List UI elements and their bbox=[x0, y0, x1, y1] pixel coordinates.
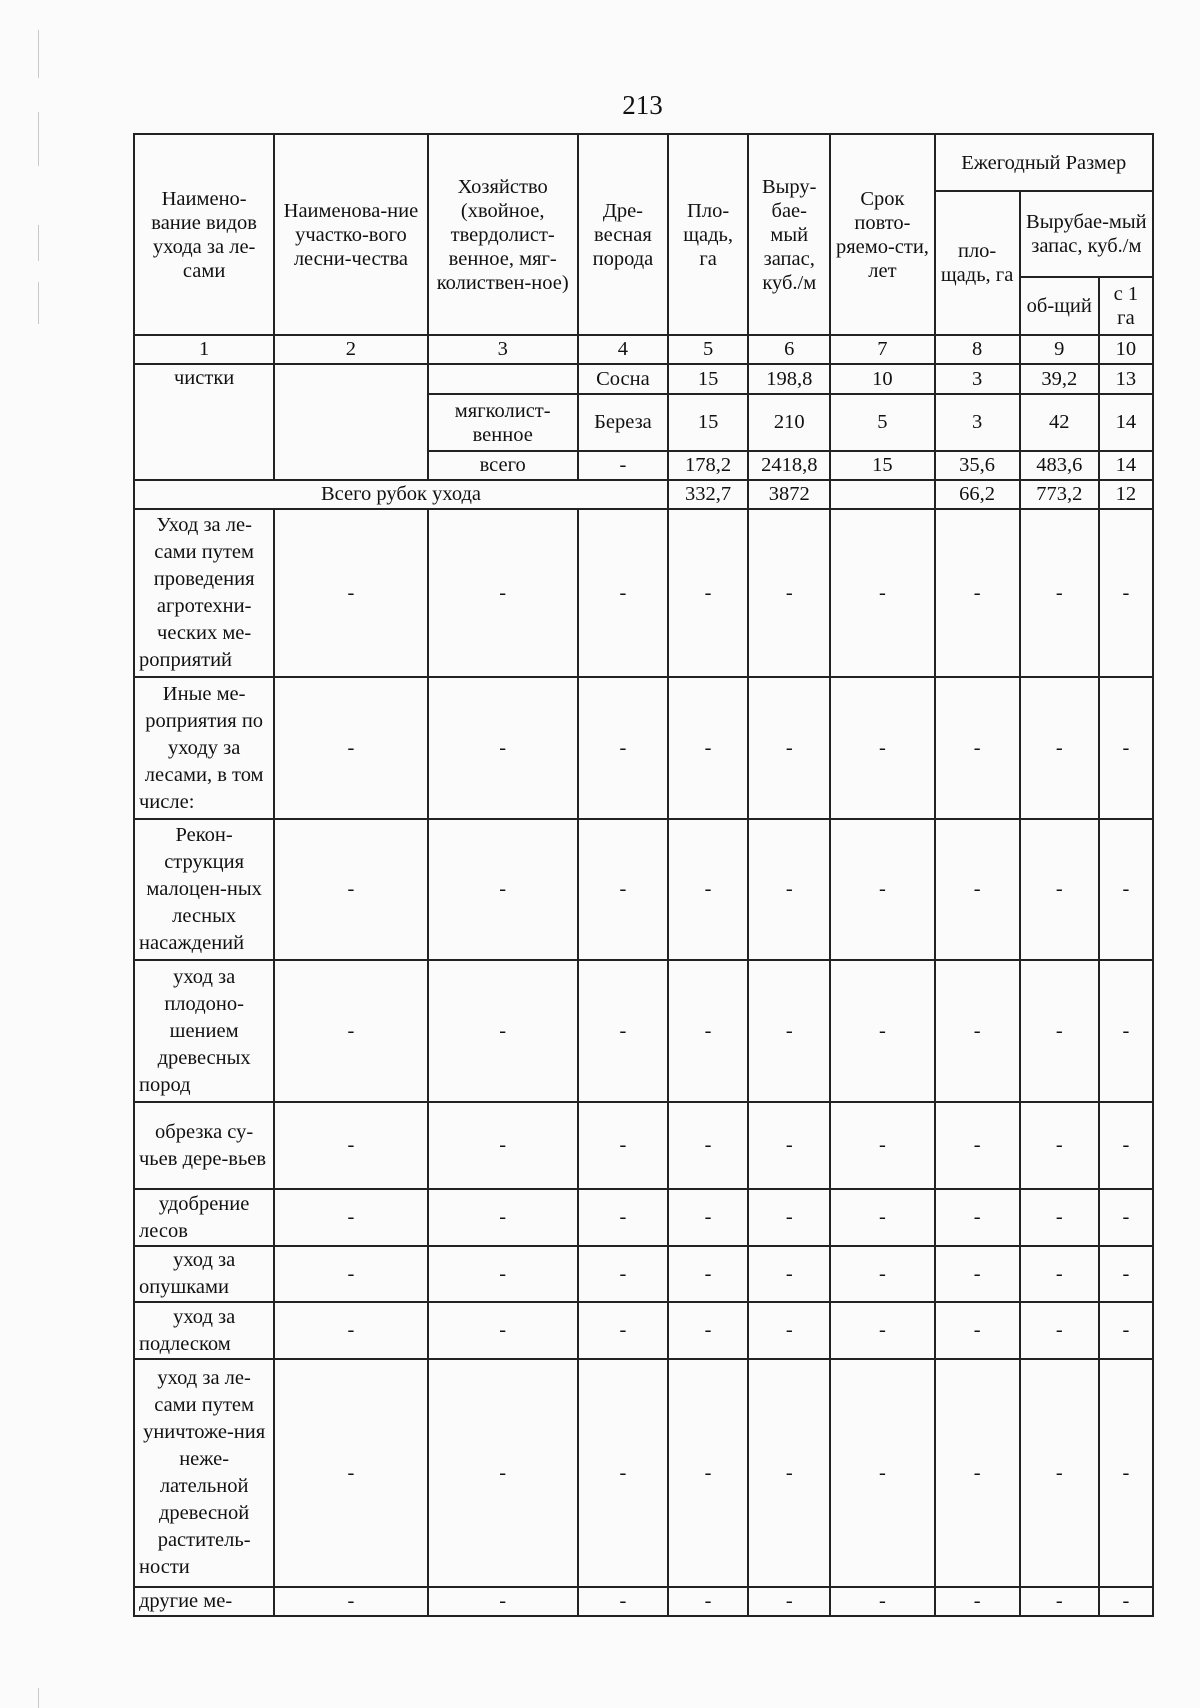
total-label: Всего рубок ухода bbox=[134, 480, 668, 509]
table-cell: - bbox=[1099, 1359, 1153, 1587]
table-cell: - bbox=[1099, 819, 1153, 960]
table-cell: 13 bbox=[1099, 364, 1153, 394]
table-cell bbox=[830, 480, 934, 509]
table-cell: 3 bbox=[935, 364, 1020, 394]
activity-label: уход за плодоно-шением древесных пород bbox=[134, 960, 274, 1102]
table-cell: - bbox=[578, 1359, 668, 1587]
table-cell: - bbox=[274, 677, 427, 819]
table-cell: - bbox=[428, 1359, 578, 1587]
table-cell: - bbox=[274, 1302, 427, 1359]
activity-label: удобрение лесов bbox=[134, 1189, 274, 1246]
activity-rows bbox=[134, 509, 1153, 1616]
header-district: Наименова-ние участко-вого лесни-чества bbox=[274, 134, 427, 335]
table-row bbox=[134, 1102, 1153, 1189]
table-cell: - bbox=[830, 1189, 934, 1246]
table-cell: - bbox=[578, 677, 668, 819]
table-cell: - bbox=[428, 677, 578, 819]
table-cell: - bbox=[1099, 1102, 1153, 1189]
table-row bbox=[134, 1359, 1153, 1587]
column-number: 6 bbox=[748, 335, 830, 364]
table-cell: - bbox=[830, 819, 934, 960]
column-number: 2 bbox=[274, 335, 427, 364]
table-cell: - bbox=[1099, 1587, 1153, 1616]
table-cell: - bbox=[1020, 1189, 1099, 1246]
header-cut-stock: Выру-бае-мый запас, куб./м bbox=[748, 134, 830, 335]
table-cell: - bbox=[668, 1189, 748, 1246]
table-cell: - bbox=[428, 509, 578, 677]
table-row bbox=[134, 819, 1153, 960]
table-cell: - bbox=[1020, 1102, 1099, 1189]
table-cell: - bbox=[274, 1102, 427, 1189]
table-cell: - bbox=[748, 819, 830, 960]
scan-edge-mark bbox=[38, 1688, 39, 1708]
page-number: 213 bbox=[622, 90, 663, 120]
table-cell: 178,2 bbox=[668, 451, 748, 480]
table-cell: - bbox=[830, 509, 934, 677]
table-cell: - bbox=[1099, 509, 1153, 677]
table-cell: - bbox=[428, 1246, 578, 1302]
table-cell: - bbox=[274, 960, 427, 1102]
table-cell: - bbox=[274, 509, 427, 677]
activity-label: обрезка су-чьев дере-вьев bbox=[134, 1102, 274, 1189]
table-cell: - bbox=[1099, 677, 1153, 819]
column-number: 5 bbox=[668, 335, 748, 364]
scan-edge-mark bbox=[38, 30, 39, 78]
table-cell: - bbox=[668, 1359, 748, 1587]
table-cell: - bbox=[578, 509, 668, 677]
table-cell: - bbox=[748, 1189, 830, 1246]
header-annual-size: Ежегодный Размер bbox=[935, 134, 1153, 191]
table-cell: - bbox=[830, 1302, 934, 1359]
table-cell: - bbox=[274, 1246, 427, 1302]
table-cell bbox=[428, 364, 578, 394]
table-cell: Сосна bbox=[578, 364, 668, 394]
table-cell: - bbox=[935, 509, 1020, 677]
table-cell: 15 bbox=[668, 364, 748, 394]
table-cell: - bbox=[1020, 819, 1099, 960]
table-cell: - bbox=[668, 960, 748, 1102]
table-cell: - bbox=[935, 1587, 1020, 1616]
table-cell: - bbox=[935, 677, 1020, 819]
activity-label: Рекон-струкция малоцен-ных лесных насаждений bbox=[134, 819, 274, 960]
table-cell: - bbox=[748, 1587, 830, 1616]
column-number: 10 bbox=[1099, 335, 1153, 364]
column-number: 7 bbox=[830, 335, 934, 364]
column-number: 4 bbox=[578, 335, 668, 364]
table-cell: - bbox=[748, 1359, 830, 1587]
table-cell: - bbox=[1020, 1302, 1099, 1359]
table-row bbox=[134, 509, 1153, 677]
table-cell: - bbox=[428, 960, 578, 1102]
table-cell: - bbox=[578, 1302, 668, 1359]
table-cell: - bbox=[428, 819, 578, 960]
table-cell: - bbox=[935, 1302, 1020, 1359]
table-cell: - bbox=[748, 1246, 830, 1302]
header-care-type: Наимено-вание видов ухода за ле-сами bbox=[134, 134, 274, 335]
table-cell: - bbox=[274, 1189, 427, 1246]
table-row bbox=[134, 677, 1153, 819]
table-cell: - bbox=[668, 819, 748, 960]
table-cell: Береза bbox=[578, 394, 668, 451]
table-row bbox=[134, 1302, 1153, 1359]
table-cell: 198,8 bbox=[748, 364, 830, 394]
activity-label: уход за подлеском bbox=[134, 1302, 274, 1359]
table-cell: - bbox=[830, 1359, 934, 1587]
table-cell: - bbox=[1020, 1246, 1099, 1302]
table-row bbox=[134, 960, 1153, 1102]
header-species: Дре-весная порода bbox=[578, 134, 668, 335]
scan-edge-mark bbox=[38, 282, 39, 324]
table-cell: мягколист-венное bbox=[428, 394, 578, 451]
table-cell: - bbox=[748, 509, 830, 677]
table-cell: - bbox=[748, 960, 830, 1102]
table-cell: - bbox=[668, 509, 748, 677]
table-cell: - bbox=[668, 1302, 748, 1359]
table-cell: - bbox=[578, 1246, 668, 1302]
table-cell: 332,7 bbox=[668, 480, 748, 509]
header-area: Пло-щадь, га bbox=[668, 134, 748, 335]
table-cell: 5 bbox=[830, 394, 934, 451]
activity-label: Уход за ле-сами путем проведения агротехни-ческих ме-роприятий bbox=[134, 509, 274, 677]
table-cell: 39,2 bbox=[1020, 364, 1099, 394]
table-cell: - bbox=[935, 819, 1020, 960]
table-cell: - bbox=[428, 1587, 578, 1616]
table-cell: - bbox=[428, 1102, 578, 1189]
activity-label: Иные ме-роприятия по уходу за лесами, в том числе: bbox=[134, 677, 274, 819]
table-cell: - bbox=[935, 960, 1020, 1102]
table-cell: - bbox=[578, 451, 668, 480]
table-cell: - bbox=[1020, 509, 1099, 677]
table-cell: - bbox=[935, 1246, 1020, 1302]
table-cell: - bbox=[830, 1102, 934, 1189]
table-cell: всего bbox=[428, 451, 578, 480]
header-economy: Хозяйство (хвойное, твердолист-венное, мяг-колиствен-ное) bbox=[428, 134, 578, 335]
table-cell: - bbox=[1020, 1587, 1099, 1616]
table-cell: 3 bbox=[935, 394, 1020, 451]
header-annual-stock: Вырубае-мый запас, куб./м bbox=[1020, 191, 1153, 277]
table-cell: - bbox=[578, 1189, 668, 1246]
table-cell: - bbox=[830, 1587, 934, 1616]
table-cell: - bbox=[1099, 1189, 1153, 1246]
district-cell bbox=[274, 364, 427, 480]
table-cell: - bbox=[668, 1246, 748, 1302]
column-number-row bbox=[134, 335, 1153, 364]
table-cell: 483,6 bbox=[1020, 451, 1099, 480]
column-number: 9 bbox=[1020, 335, 1099, 364]
chistki-label: чистки bbox=[134, 364, 274, 480]
table-cell: - bbox=[748, 1102, 830, 1189]
table-cell: - bbox=[830, 960, 934, 1102]
header-repeat-period: Срок повто-ряемо-сти, лет bbox=[830, 134, 934, 335]
table-row bbox=[134, 1189, 1153, 1246]
table-cell: 15 bbox=[668, 394, 748, 451]
table-cell: 773,2 bbox=[1020, 480, 1099, 509]
table-cell: - bbox=[1099, 1246, 1153, 1302]
table-row bbox=[134, 1246, 1153, 1302]
table-cell: - bbox=[428, 1302, 578, 1359]
table-cell: 14 bbox=[1099, 451, 1153, 480]
table-cell: 2418,8 bbox=[748, 451, 830, 480]
table-cell: 66,2 bbox=[935, 480, 1020, 509]
table-cell: - bbox=[830, 677, 934, 819]
column-number: 3 bbox=[428, 335, 578, 364]
table-row bbox=[134, 364, 1153, 394]
table-cell: - bbox=[830, 1246, 934, 1302]
header-stock-per-ha: с 1 га bbox=[1099, 277, 1153, 335]
table-cell: - bbox=[668, 1102, 748, 1189]
table-cell: - bbox=[935, 1189, 1020, 1246]
column-number: 1 bbox=[134, 335, 274, 364]
forest-care-table bbox=[133, 133, 1154, 1617]
scan-edge-mark bbox=[38, 225, 39, 261]
table-cell: - bbox=[1099, 1302, 1153, 1359]
table-cell: - bbox=[748, 677, 830, 819]
table-cell: - bbox=[748, 1302, 830, 1359]
table-cell: - bbox=[935, 1102, 1020, 1189]
table-cell: 3872 bbox=[748, 480, 830, 509]
activity-label: уход за опушками bbox=[134, 1246, 274, 1302]
total-row bbox=[134, 480, 1153, 509]
table-cell: - bbox=[428, 1189, 578, 1246]
header-annual-area: пло-щадь, га bbox=[935, 191, 1020, 335]
column-number: 8 bbox=[935, 335, 1020, 364]
table-cell: 12 bbox=[1099, 480, 1153, 509]
table-cell: 42 bbox=[1020, 394, 1099, 451]
table-cell: - bbox=[668, 677, 748, 819]
table-cell: 14 bbox=[1099, 394, 1153, 451]
table-cell: - bbox=[274, 819, 427, 960]
table-cell: - bbox=[935, 1359, 1020, 1587]
table-cell: - bbox=[578, 1587, 668, 1616]
table-cell: 10 bbox=[830, 364, 934, 394]
table-cell: - bbox=[578, 819, 668, 960]
table-cell: - bbox=[1020, 960, 1099, 1102]
header-stock-total: об-щий bbox=[1020, 277, 1099, 335]
table-cell: - bbox=[1099, 960, 1153, 1102]
activity-label: уход за ле-сами путем уничтоже-ния неже-лательной древесной раститель-ности bbox=[134, 1359, 274, 1587]
table-cell: 35,6 bbox=[935, 451, 1020, 480]
table-cell: 210 bbox=[748, 394, 830, 451]
table-cell: - bbox=[1020, 1359, 1099, 1587]
table-cell: - bbox=[578, 1102, 668, 1189]
table-cell: - bbox=[668, 1587, 748, 1616]
table-cell: - bbox=[274, 1587, 427, 1616]
activity-label: другие ме- bbox=[134, 1587, 274, 1616]
table-cell: - bbox=[1020, 677, 1099, 819]
table-row bbox=[134, 1587, 1153, 1616]
table-cell: - bbox=[274, 1359, 427, 1587]
table-cell: - bbox=[578, 960, 668, 1102]
table-cell: 15 bbox=[830, 451, 934, 480]
